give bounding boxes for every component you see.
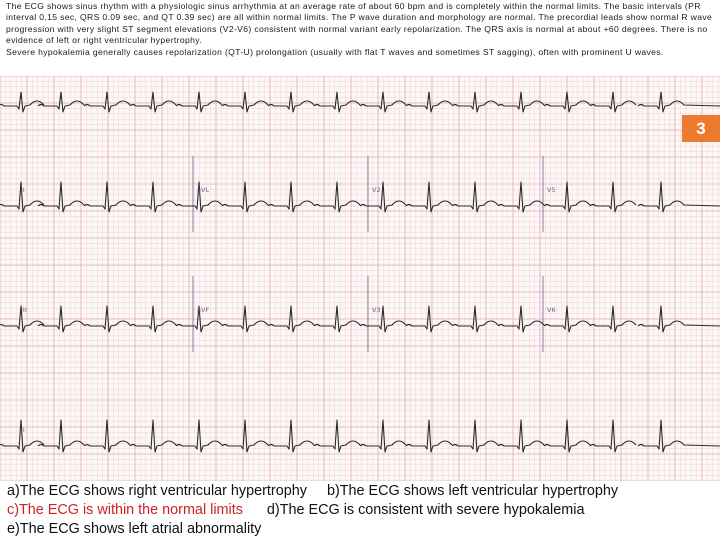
- answer-a[interactable]: a)The ECG shows right ventricular hypertrophy: [7, 483, 307, 499]
- lead-label-avf: aVF: [197, 306, 210, 314]
- answer-d[interactable]: d)The ECG is consistent with severe hypokalemia: [266, 502, 585, 518]
- explanation-paragraph-1: The ECG shows sinus rhythm with a physiologic sinus arrhythmia at an average rate of about 60 bpm and is completely within the normal limits. The basic intervals (PR interval 0.15 sec, QRS 0.09 sec, and QT 0.39 sec) are all within normal limits. The P wave duration and morphology are normal. The precordial leads show normal R wave progression with very slight ST segment elevations (V2-V6) consistent with normal variant early repolarization. The QRS axis is normal at about +60 degrees. There is no evidence of left or right ventricular hypertrophy.: [6, 1, 713, 46]
- answer-c[interactable]: c)The ECG is within the normal limits: [7, 502, 243, 518]
- lead-label-v3: V3: [372, 306, 381, 314]
- answer-e[interactable]: e)The ECG shows left atrial abnormality: [7, 521, 262, 537]
- lead-label-rhythm-ii: II: [21, 426, 25, 434]
- answer-row-3: [7, 520, 719, 539]
- answer-options: [7, 482, 719, 539]
- answer-row-2: [7, 501, 719, 520]
- slide-number-badge: 3: [682, 115, 720, 142]
- explanation-text: [6, 1, 714, 58]
- lead-label-v6: V6: [547, 306, 556, 314]
- lead-label-ii: II: [21, 186, 25, 194]
- explanation-paragraph-2: Severe hypokalemia generally causes repolarization (QT-U) prolongation (usually with flat T waves and sometimes ST sagging), often with prominent U waves.: [6, 46, 664, 57]
- ecg-tracing: [0, 76, 720, 481]
- lead-label-avl: aVL: [197, 186, 210, 194]
- answer-row-1: [7, 482, 719, 501]
- lead-label-v5: V5: [547, 186, 556, 194]
- lead-label-iii: III: [21, 306, 27, 314]
- answer-b[interactable]: b)The ECG shows left ventricular hypertrophy: [326, 483, 619, 499]
- lead-label-v2: V2: [372, 186, 381, 194]
